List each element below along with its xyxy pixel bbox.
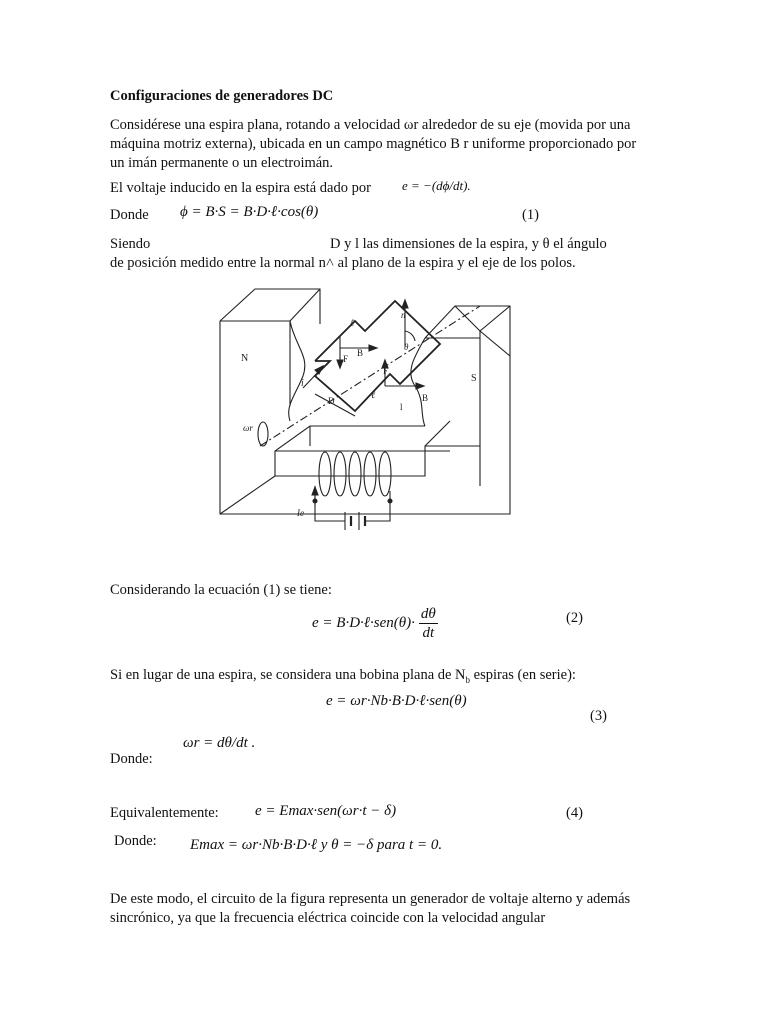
- label-ell-1: ℓ: [350, 318, 355, 329]
- pole-face-s: [411, 338, 425, 426]
- siendo-line-2: de posición medido entre la normal n˄ al plano de la espira y el eje de los polos.: [110, 255, 576, 271]
- magnet-top-left: [220, 289, 320, 324]
- label-i: i: [301, 378, 304, 389]
- label-theta: θ: [404, 342, 409, 352]
- equation-2-number: (2): [566, 610, 583, 626]
- equation-3: e = ωr·Nb·B·D·ℓ·sen(θ): [326, 693, 467, 709]
- coil-lead-left: [315, 486, 345, 521]
- final-paragraph: De este modo, el circuito de la figura representa un generador de voltaje alterno y además sincrónico, ya que la frecuencia eléctrica coincide con la velocidad angular: [110, 891, 631, 926]
- bobina-text: [110, 667, 576, 685]
- considerando-text: Considerando la ecuación (1) se tiene:: [110, 582, 332, 598]
- label-ie: Ie: [297, 508, 304, 518]
- label-f1: F: [343, 354, 349, 364]
- label-b2: B: [422, 393, 429, 403]
- bobina-text-a: Si en lugar de una espira, se considera una bobina plana de N: [110, 667, 466, 683]
- equation-3b: ωr = dθ/dt .: [183, 735, 256, 751]
- bobina-text-sub: b: [465, 674, 471, 685]
- donde-label-1: Donde: [110, 207, 149, 223]
- label-omega: ωr: [243, 423, 253, 433]
- donde-label-2: Donde:: [110, 751, 153, 767]
- equation-1-number: (1): [522, 207, 539, 223]
- equivalentemente-label: Equivalentemente:: [110, 805, 219, 821]
- siendo-word: Siendo: [110, 236, 151, 252]
- equation-induced-voltage: e = −(dϕ/dt).: [402, 178, 471, 193]
- intro-paragraph: Considérese una espira plana, rotando a velocidad ωr alrededor de su eje (movida por una máquina motriz externa), ubicada en un campo magnético B r uniforme proporcionado por un imán permanente o un electroimán.: [110, 117, 637, 171]
- equation-2-fraction-num: dθ: [420, 606, 436, 622]
- label-ell-2: ℓ: [371, 390, 376, 401]
- field-coil: [319, 452, 391, 496]
- page-title: Configuraciones de generadores DC: [110, 88, 334, 104]
- label-l: l: [400, 402, 403, 412]
- omega-rotation-marker: [258, 422, 268, 446]
- pole-face-n: [289, 321, 305, 421]
- equation-5: Emax = ωr·Nb·B·D·ℓ y θ = −δ para t = 0.: [190, 837, 443, 853]
- donde-label-3: Donde:: [114, 833, 157, 849]
- equation-4: e = Emax·sen(ωr·t − δ): [255, 803, 397, 819]
- equation-4-number: (4): [566, 805, 583, 821]
- generator-figure: [215, 286, 515, 534]
- equation-2: [312, 605, 438, 642]
- bobina-text-b: espiras (en serie):: [470, 667, 576, 683]
- equation-3-number: (3): [590, 708, 607, 724]
- equation-1: ϕ = B·S = B·D·ℓ·cos(θ): [180, 204, 319, 220]
- equation-2-main: e = B·D·ℓ·sen(θ)·: [312, 615, 415, 631]
- siendo-rest: D y l las dimensiones de la espira, y θ el ángulo: [330, 236, 607, 252]
- label-pole-s: S: [471, 373, 477, 384]
- label-d: D: [328, 396, 335, 406]
- label-f2: F: [383, 366, 389, 376]
- equation-2-fraction-den: dt: [422, 625, 435, 641]
- label-pole-n: N: [241, 353, 249, 364]
- label-n-hat: n: [401, 310, 406, 320]
- equation-2-fraction: [419, 605, 438, 642]
- label-b1: B: [357, 348, 364, 358]
- induced-voltage-text: El voltaje inducido en la espira está dado por: [110, 180, 371, 196]
